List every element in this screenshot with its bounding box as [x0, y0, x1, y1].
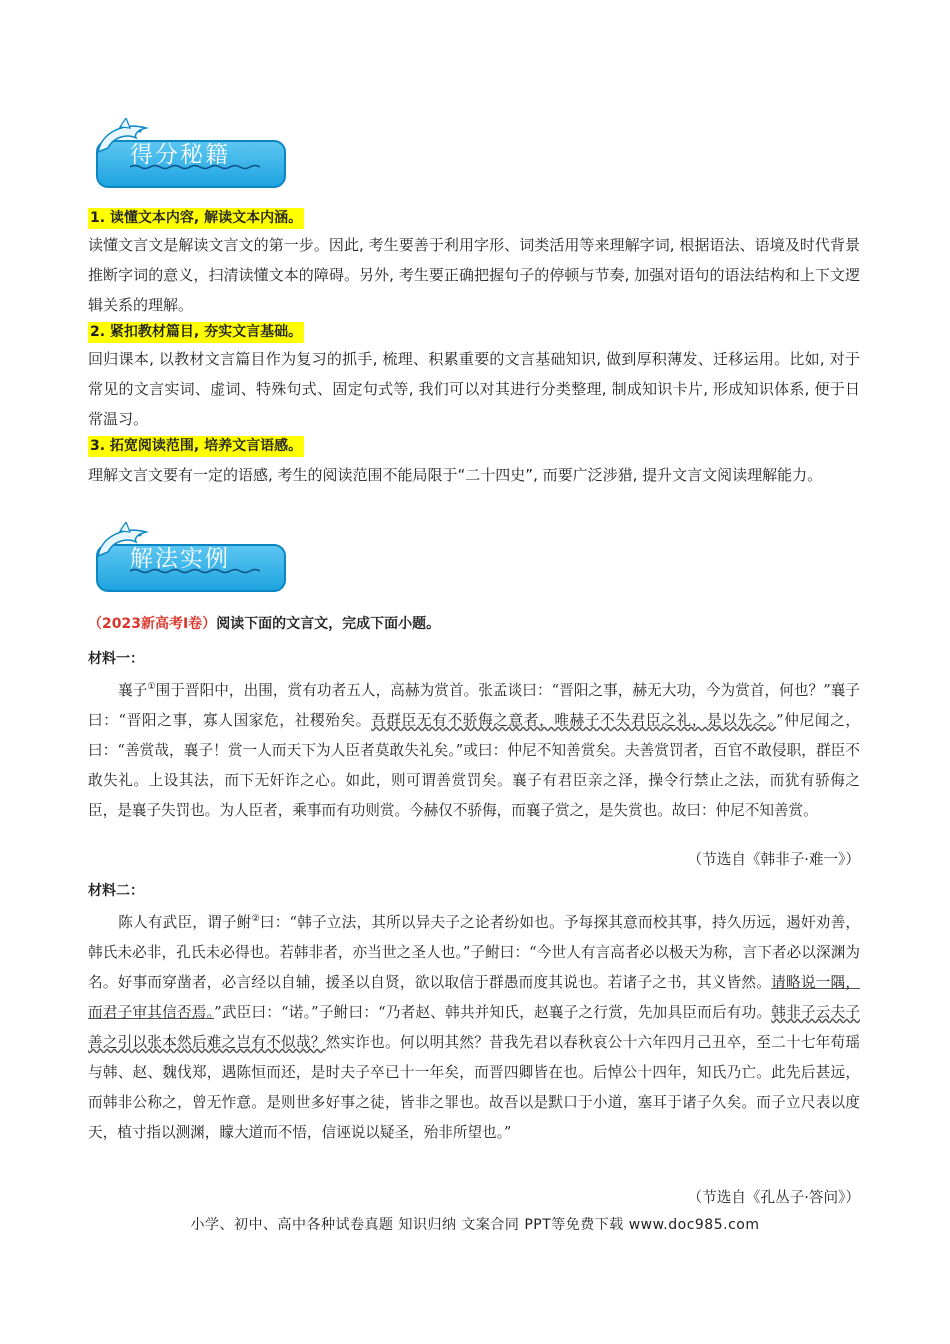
- material-2-text: 陈人有武臣，谓子鲋②曰：“韩子立法，其所以异夫子之论者纷如也。予每探其意而校其事，持久历远，遏奸劝善，韩氏未必非，孔氏未必得也。若韩非者，亦当世之圣人也。”子鲋曰：“今世人有言高者必以极天为称，言下者必以深渊为名。好事而穿凿者，必言经以自辅，援圣以自贤，欲以取信于群愚而度其说也。若诸子之书，其义皆然。请略说一隅，而君子审其信否焉。”武臣曰：“诺。”子鲋曰：“乃者赵、韩共并知氏，赵襄子之行赏，先加具臣而后有功。韩非子云夫子善之引以张本然后难之岂有不似哉？然实诈也。何以明其然？昔我先君以春秋哀公十六年四月己丑卒，至二十七年荀瑶与韩、赵、魏伐郑，遇陈恒而还，是时夫子卒已十一年矣，而晋四卿皆在也。后悼公十四年，知氏乃亡。此先后甚远，而韩非公称之，曾无怍意。是则世多好事之徒，皆非之罪也。故吾以是默口于小道，塞耳于诸子久矣。而子立尺表以度天，植寸指以测渊，矇大道而不悟，信诬说以疑圣，殆非所望也。”: [88, 913, 860, 1141]
- wave-decoration: [130, 568, 260, 574]
- question-instruction: 阅读下面的文言文，完成下面小题。: [216, 616, 441, 632]
- underlined-sentence-1: 吾群臣无有不骄侮之意者，唯赫子不失君臣之礼，是以先之。: [371, 711, 777, 729]
- banner-title: 得分秘籍: [130, 142, 230, 168]
- wave-decoration: [130, 164, 260, 170]
- material-1-label: 材料一：: [88, 651, 144, 667]
- underlined-sentence-3: 韩非子云夫子善之引以张本然后难之岂有不似哉？: [88, 1003, 860, 1051]
- tip-heading-1: 1. 读懂文本内容, 解读文本内涵。: [88, 208, 304, 229]
- page-footer: 小学、初中、高中各种试卷真题 知识归纳 文案合同 PPT等免费下载 www.doc985.com: [190, 1217, 760, 1233]
- section-banner-example: [90, 532, 290, 592]
- tip-body-1: 读懂文言文是解读文言文的第一步。因此, 考生要善于利用字形、词类活用等来理解字词, 根据语法、语境及时代背景推断字词的意义，扫清读懂文本的障碍。另外, 考生要正确把握句子的停顿与节奏, 加强对语句的语法结构和上下文逻辑关系的理解。: [88, 236, 860, 314]
- material-1-text: 襄子①围于晋阳中，出围，赏有功者五人，高赫为赏首。张孟谈曰：“晋阳之事，赫无大功，今为赏首，何也？”襄子曰：“晋阳之事，寡人国家危，社稷殆矣。吾群臣无有不骄侮之意者，唯赫子不失君臣之礼，是以先之。”仲尼闻之，曰：“善赏哉，襄子！赏一人而天下为人臣者莫敢失礼矣。”或曰：仲尼不知善赏矣。夫善赏罚者，百官不敢侵职，群臣不敢失礼。上设其法，而下无奸诈之心。如此，则可谓善赏罚矣。襄子有君臣亲之泽，操令行禁止之法，而犹有骄侮之臣，是襄子失罚也。为人臣者，乘事而有功则赏。今赫仅不骄侮，而襄子赏之，是失赏也。故曰：仲尼不知善赏。: [88, 681, 861, 819]
- tip-body-2: 回归课本, 以教材文言篇目作为复习的抓手, 梳理、积累重要的文言基础知识, 做到厚积薄发、迁移运用。比如, 对于常见的文言实词、虚词、特殊句式、固定句式等, 我们可以对其进行分类整理, 制成知识卡片, 形成知识体系, 便于日常温习。: [88, 350, 860, 428]
- tip-heading-2: 2. 紧扣教材篇目, 夯实文言基础。: [88, 322, 304, 343]
- material-1-source: （节选自《韩非子·难一》）: [687, 851, 860, 868]
- question-intro: [88, 613, 440, 633]
- material-2-label: 材料二：: [88, 883, 144, 899]
- material-2-source: （节选自《孔丛子·答问》）: [687, 1189, 860, 1206]
- tip-body-3: 理解文言文要有一定的语感, 考生的阅读范围不能局限于“二十四史”, 而要广泛涉猎, 提升文言文阅读理解能力。: [88, 466, 823, 484]
- question-source: （2023新高考Ⅰ卷）: [88, 616, 217, 632]
- tip-heading-3: 3. 拓宽阅读范围, 培养文言语感。: [88, 436, 304, 457]
- section-banner-tips: [90, 128, 290, 188]
- banner-title: 解法实例: [130, 546, 230, 572]
- underlined-sentence-2: 请略说一隅，而君子审其信否焉。: [88, 973, 860, 1021]
